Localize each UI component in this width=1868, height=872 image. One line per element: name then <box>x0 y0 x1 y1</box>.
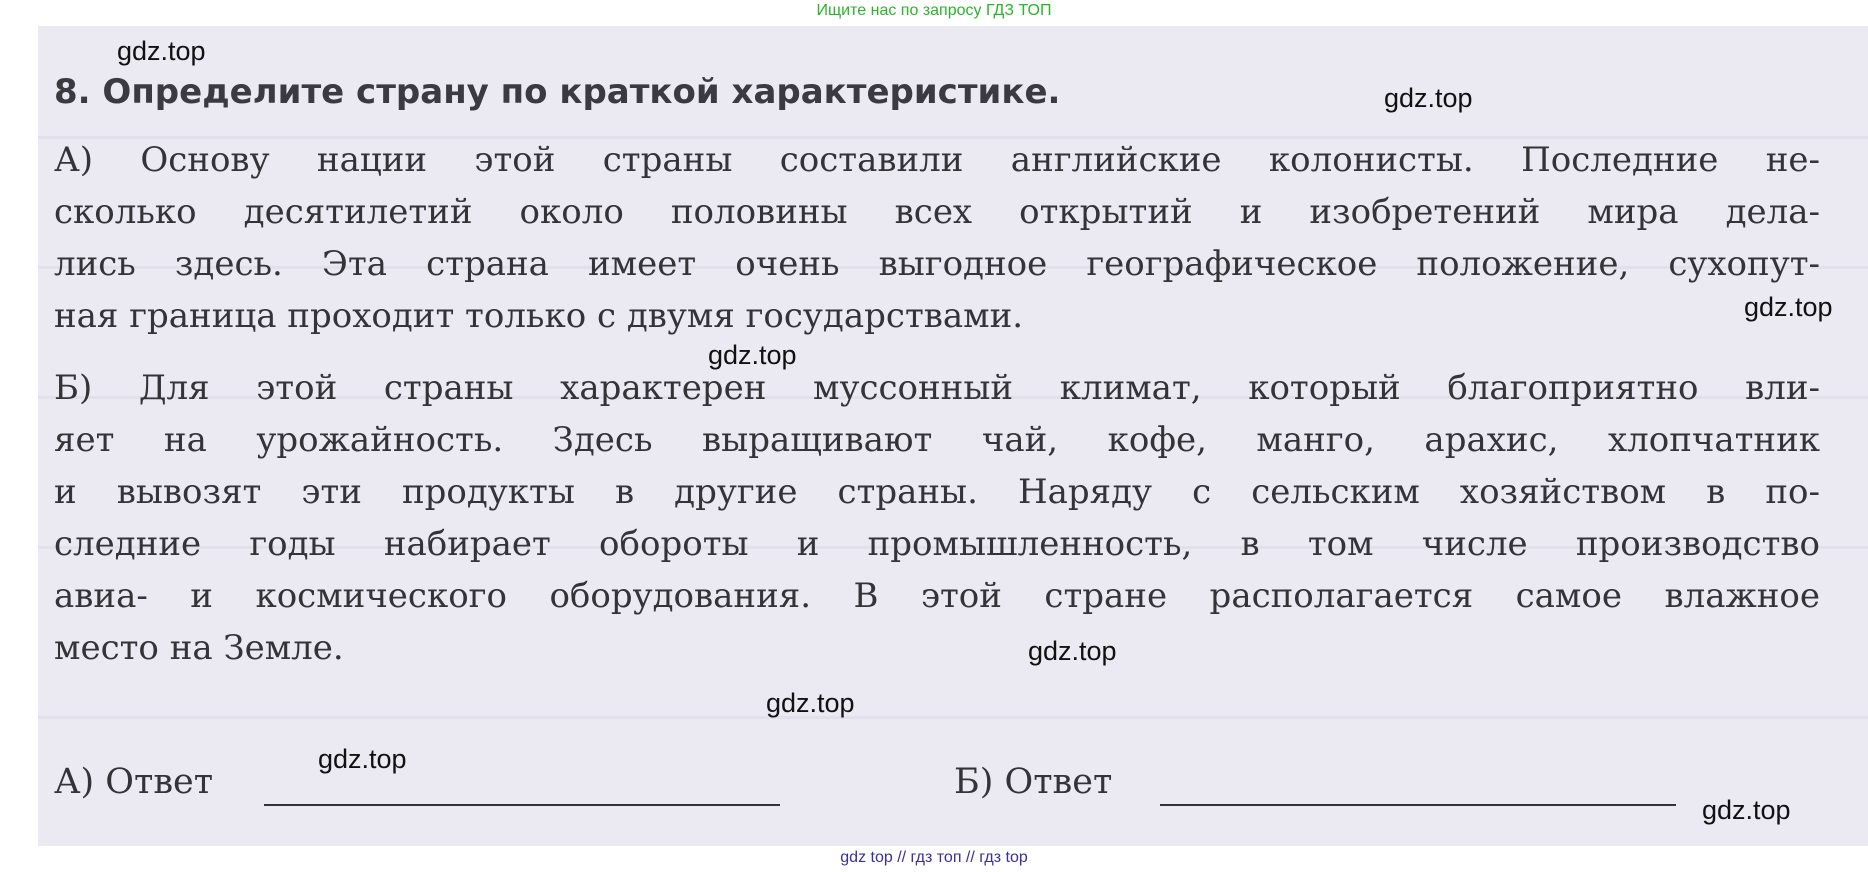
watermark: gdz.top <box>1028 636 1117 666</box>
watermark: gdz.top <box>117 36 206 66</box>
paragraph-b-line: авиа- и космического оборудования. В этой стране располагается самое влажное <box>54 576 1820 616</box>
watermark: gdz.top <box>318 744 407 774</box>
answer-b-label: Б) Ответ <box>954 762 1113 802</box>
top-banner[interactable]: Ищите нас по запросу ГДЗ ТОП <box>816 2 1052 19</box>
watermark: gdz.top <box>1702 795 1791 825</box>
paragraph-a-line: сколько десятилетий около половины всех открытий и изобретений мира дела- <box>54 192 1820 232</box>
paragraph-b-line: яет на урожайность. Здесь выращивают чай, кофе, манго, арахис, хлопчатник <box>54 420 1820 460</box>
paragraph-b <box>54 362 1820 674</box>
paragraph-a-line: А) Основу нации этой страны составили английские колонисты. Последние не- <box>54 140 1820 180</box>
paragraph-b-line: место на Земле. <box>54 628 344 668</box>
bleed-through-line <box>38 716 1868 719</box>
watermark: gdz.top <box>1744 292 1833 322</box>
paragraph-a <box>54 134 1820 342</box>
bottom-banner[interactable]: gdz top // гдз топ // гдз top <box>0 846 1868 872</box>
task-heading: 8. Определите страну по краткой характеристике. <box>54 72 1061 112</box>
answer-b-field[interactable] <box>1160 804 1676 806</box>
paragraph-b-line: и вывозят эти продукты в другие страны. Наряду с сельским хозяйством в по- <box>54 472 1820 512</box>
answer-a-field[interactable] <box>264 804 780 806</box>
paragraph-b-line: следние годы набирает обороты и промышленность, в том числе производство <box>54 524 1820 564</box>
watermark: gdz.top <box>766 688 855 718</box>
watermark: gdz.top <box>708 340 797 370</box>
answer-a-label: А) Ответ <box>54 762 214 802</box>
paragraph-a-line: лись здесь. Эта страна имеет очень выгодное географическое положение, сухопут- <box>54 244 1820 284</box>
watermark: gdz.top <box>1384 83 1473 113</box>
paragraph-a-line: ная граница проходит только с двумя государствами. <box>54 296 1024 336</box>
paragraph-b-line: Б) Для этой страны характерен муссонный климат, который благоприятно вли- <box>54 368 1820 408</box>
